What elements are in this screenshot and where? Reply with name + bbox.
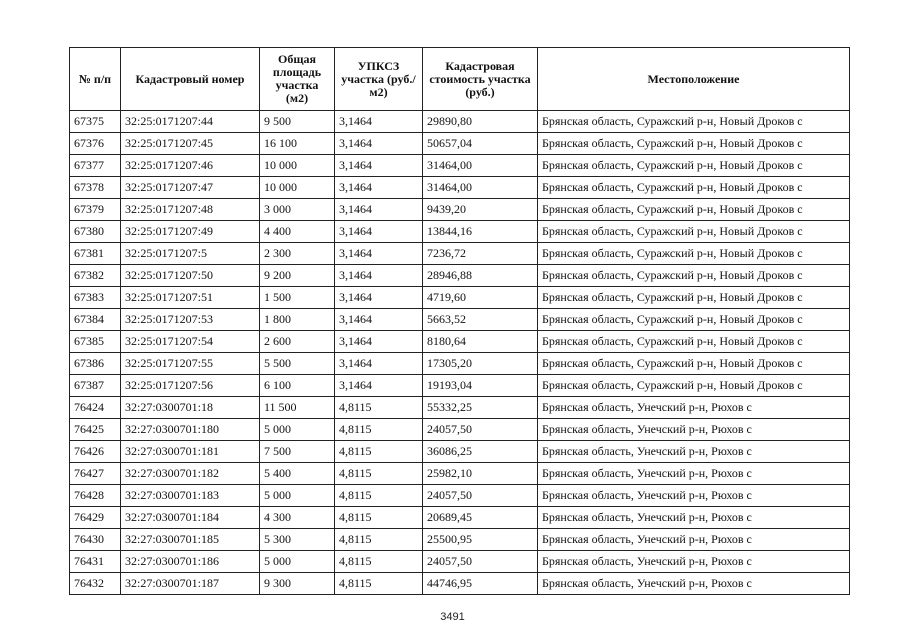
cell-cadastral-number: 32:25:0171207:51 <box>121 287 260 309</box>
cell-cadastral-number: 32:25:0171207:56 <box>121 375 260 397</box>
cell-row-number: 76425 <box>70 419 121 441</box>
cell-upksz: 4,8115 <box>335 397 423 419</box>
cell-cadastral-number: 32:25:0171207:54 <box>121 331 260 353</box>
cell-location: Брянская область, Унечский р-н, Рюхов с <box>538 485 850 507</box>
cell-location: Брянская область, Унечский р-н, Рюхов с <box>538 507 850 529</box>
cell-location: Брянская область, Суражский р-н, Новый Дроков с <box>538 287 850 309</box>
cell-total-area: 16 100 <box>260 133 335 155</box>
cell-total-area: 1 500 <box>260 287 335 309</box>
cell-total-area: 9 500 <box>260 111 335 133</box>
cell-cadastral-number: 32:25:0171207:48 <box>121 199 260 221</box>
cell-cadastral-value: 29890,80 <box>423 111 538 133</box>
cell-row-number: 67377 <box>70 155 121 177</box>
cell-total-area: 7 500 <box>260 441 335 463</box>
cell-total-area: 5 300 <box>260 529 335 551</box>
table-row <box>70 441 850 463</box>
cell-cadastral-number: 32:25:0171207:5 <box>121 243 260 265</box>
cell-cadastral-number: 32:27:0300701:181 <box>121 441 260 463</box>
cell-upksz: 3,1464 <box>335 265 423 287</box>
cell-total-area: 4 400 <box>260 221 335 243</box>
cell-row-number: 67380 <box>70 221 121 243</box>
cell-cadastral-number: 32:27:0300701:184 <box>121 507 260 529</box>
cell-row-number: 67376 <box>70 133 121 155</box>
cell-cadastral-number: 32:25:0171207:44 <box>121 111 260 133</box>
table-row <box>70 397 850 419</box>
cell-location: Брянская область, Суражский р-н, Новый Дроков с <box>538 331 850 353</box>
table-row <box>70 309 850 331</box>
cell-upksz: 3,1464 <box>335 309 423 331</box>
cell-cadastral-value: 55332,25 <box>423 397 538 419</box>
table-row <box>70 155 850 177</box>
header-upksz: УПКСЗ участка (руб./м2) <box>335 48 423 111</box>
table-row <box>70 529 850 551</box>
table-row <box>70 177 850 199</box>
cell-total-area: 5 000 <box>260 419 335 441</box>
cell-cadastral-value: 9439,20 <box>423 199 538 221</box>
cell-cadastral-number: 32:25:0171207:46 <box>121 155 260 177</box>
cell-location: Брянская область, Суражский р-н, Новый Дроков с <box>538 375 850 397</box>
table-row <box>70 485 850 507</box>
cell-location: Брянская область, Унечский р-н, Рюхов с <box>538 551 850 573</box>
cell-location: Брянская область, Суражский р-н, Новый Дроков с <box>538 265 850 287</box>
header-row <box>70 48 850 111</box>
table-body <box>70 111 850 595</box>
cell-upksz: 3,1464 <box>335 243 423 265</box>
cell-total-area: 2 300 <box>260 243 335 265</box>
table-row <box>70 507 850 529</box>
cell-row-number: 67384 <box>70 309 121 331</box>
cell-total-area: 10 000 <box>260 155 335 177</box>
table-row <box>70 287 850 309</box>
cell-total-area: 3 000 <box>260 199 335 221</box>
table-row <box>70 419 850 441</box>
cell-total-area: 1 800 <box>260 309 335 331</box>
cell-location: Брянская область, Унечский р-н, Рюхов с <box>538 419 850 441</box>
cell-cadastral-value: 19193,04 <box>423 375 538 397</box>
cell-row-number: 67382 <box>70 265 121 287</box>
cell-row-number: 76429 <box>70 507 121 529</box>
cell-total-area: 2 600 <box>260 331 335 353</box>
cell-cadastral-value: 25500,95 <box>423 529 538 551</box>
cell-location: Брянская область, Суражский р-н, Новый Дроков с <box>538 199 850 221</box>
table-row <box>70 111 850 133</box>
table-row <box>70 199 850 221</box>
table-row <box>70 463 850 485</box>
cell-row-number: 67386 <box>70 353 121 375</box>
cell-row-number: 76427 <box>70 463 121 485</box>
cell-cadastral-number: 32:27:0300701:183 <box>121 485 260 507</box>
header-total-area: Общая площадь участка (м2) <box>260 48 335 111</box>
cadastral-value-table <box>69 47 850 595</box>
cell-location: Брянская область, Суражский р-н, Новый Дроков с <box>538 309 850 331</box>
cell-upksz: 3,1464 <box>335 375 423 397</box>
cell-upksz: 4,8115 <box>335 441 423 463</box>
cell-cadastral-value: 13844,16 <box>423 221 538 243</box>
page-number: 3491 <box>440 611 465 623</box>
cell-upksz: 3,1464 <box>335 221 423 243</box>
cell-upksz: 3,1464 <box>335 353 423 375</box>
cell-row-number: 76426 <box>70 441 121 463</box>
cell-cadastral-number: 32:25:0171207:49 <box>121 221 260 243</box>
cell-upksz: 4,8115 <box>335 529 423 551</box>
cell-upksz: 3,1464 <box>335 199 423 221</box>
cell-cadastral-value: 17305,20 <box>423 353 538 375</box>
cell-upksz: 3,1464 <box>335 155 423 177</box>
table-row <box>70 243 850 265</box>
cell-upksz: 3,1464 <box>335 177 423 199</box>
cell-cadastral-number: 32:25:0171207:53 <box>121 309 260 331</box>
cell-cadastral-value: 28946,88 <box>423 265 538 287</box>
cell-upksz: 3,1464 <box>335 287 423 309</box>
cell-cadastral-number: 32:27:0300701:182 <box>121 463 260 485</box>
cell-location: Брянская область, Суражский р-н, Новый Дроков с <box>538 221 850 243</box>
cell-row-number: 67379 <box>70 199 121 221</box>
cell-location: Брянская область, Унечский р-н, Рюхов с <box>538 463 850 485</box>
table-row <box>70 133 850 155</box>
cell-row-number: 67383 <box>70 287 121 309</box>
cell-row-number: 67381 <box>70 243 121 265</box>
cell-cadastral-value: 25982,10 <box>423 463 538 485</box>
cadastral-table-container <box>69 47 850 595</box>
cell-cadastral-number: 32:25:0171207:47 <box>121 177 260 199</box>
cell-total-area: 9 200 <box>260 265 335 287</box>
table-row <box>70 221 850 243</box>
table-row <box>70 375 850 397</box>
cell-location: Брянская область, Суражский р-н, Новый Дроков с <box>538 111 850 133</box>
cell-cadastral-value: 24057,50 <box>423 419 538 441</box>
cell-total-area: 11 500 <box>260 397 335 419</box>
cell-upksz: 4,8115 <box>335 485 423 507</box>
table-header <box>70 48 850 111</box>
cell-row-number: 76424 <box>70 397 121 419</box>
cell-total-area: 5 000 <box>260 551 335 573</box>
cell-row-number: 67387 <box>70 375 121 397</box>
header-cadastral-value: Кадастровая стоимость участка (руб.) <box>423 48 538 111</box>
cell-row-number: 76430 <box>70 529 121 551</box>
cell-location: Брянская область, Унечский р-н, Рюхов с <box>538 441 850 463</box>
cell-cadastral-value: 24057,50 <box>423 551 538 573</box>
cell-location: Брянская область, Суражский р-н, Новый Дроков с <box>538 353 850 375</box>
cell-cadastral-value: 24057,50 <box>423 485 538 507</box>
cell-row-number: 76431 <box>70 551 121 573</box>
cell-row-number: 67385 <box>70 331 121 353</box>
cell-total-area: 10 000 <box>260 177 335 199</box>
cell-total-area: 4 300 <box>260 507 335 529</box>
cell-location: Брянская область, Суражский р-н, Новый Дроков с <box>538 177 850 199</box>
cell-total-area: 5 000 <box>260 485 335 507</box>
cell-cadastral-value: 36086,25 <box>423 441 538 463</box>
cell-location: Брянская область, Унечский р-н, Рюхов с <box>538 529 850 551</box>
cell-total-area: 5 500 <box>260 353 335 375</box>
cell-cadastral-number: 32:27:0300701:186 <box>121 551 260 573</box>
cell-cadastral-number: 32:25:0171207:50 <box>121 265 260 287</box>
cell-upksz: 4,8115 <box>335 551 423 573</box>
cell-cadastral-value: 31464,00 <box>423 155 538 177</box>
cell-row-number: 76428 <box>70 485 121 507</box>
cell-cadastral-value: 44746,95 <box>423 573 538 595</box>
cell-upksz: 4,8115 <box>335 419 423 441</box>
cell-upksz: 4,8115 <box>335 573 423 595</box>
cell-cadastral-number: 32:25:0171207:45 <box>121 133 260 155</box>
cell-row-number: 67375 <box>70 111 121 133</box>
table-row <box>70 551 850 573</box>
header-cadastral-number: Кадастровый номер <box>121 48 260 111</box>
cell-upksz: 3,1464 <box>335 133 423 155</box>
cell-location: Брянская область, Унечский р-н, Рюхов с <box>538 397 850 419</box>
table-row <box>70 331 850 353</box>
table-row <box>70 353 850 375</box>
cell-cadastral-number: 32:27:0300701:180 <box>121 419 260 441</box>
cell-upksz: 3,1464 <box>335 331 423 353</box>
cell-total-area: 5 400 <box>260 463 335 485</box>
cell-upksz: 3,1464 <box>335 111 423 133</box>
cell-cadastral-value: 20689,45 <box>423 507 538 529</box>
cell-cadastral-number: 32:27:0300701:18 <box>121 397 260 419</box>
cell-upksz: 4,8115 <box>335 507 423 529</box>
table-row <box>70 573 850 595</box>
cell-row-number: 67378 <box>70 177 121 199</box>
cell-location: Брянская область, Суражский р-н, Новый Дроков с <box>538 243 850 265</box>
cell-total-area: 9 300 <box>260 573 335 595</box>
cell-location: Брянская область, Суражский р-н, Новый Дроков с <box>538 133 850 155</box>
cell-cadastral-value: 5663,52 <box>423 309 538 331</box>
cell-cadastral-number: 32:27:0300701:185 <box>121 529 260 551</box>
table-row <box>70 265 850 287</box>
cell-cadastral-value: 7236,72 <box>423 243 538 265</box>
cell-location: Брянская область, Суражский р-н, Новый Дроков с <box>538 155 850 177</box>
header-location: Местоположение <box>538 48 850 111</box>
cell-cadastral-value: 50657,04 <box>423 133 538 155</box>
cell-cadastral-value: 8180,64 <box>423 331 538 353</box>
cell-cadastral-number: 32:25:0171207:55 <box>121 353 260 375</box>
cell-cadastral-value: 4719,60 <box>423 287 538 309</box>
cell-cadastral-value: 31464,00 <box>423 177 538 199</box>
cell-row-number: 76432 <box>70 573 121 595</box>
cell-location: Брянская область, Унечский р-н, Рюхов с <box>538 573 850 595</box>
header-row-number: № п/п <box>70 48 121 111</box>
cell-cadastral-number: 32:27:0300701:187 <box>121 573 260 595</box>
cell-total-area: 6 100 <box>260 375 335 397</box>
cell-upksz: 4,8115 <box>335 463 423 485</box>
